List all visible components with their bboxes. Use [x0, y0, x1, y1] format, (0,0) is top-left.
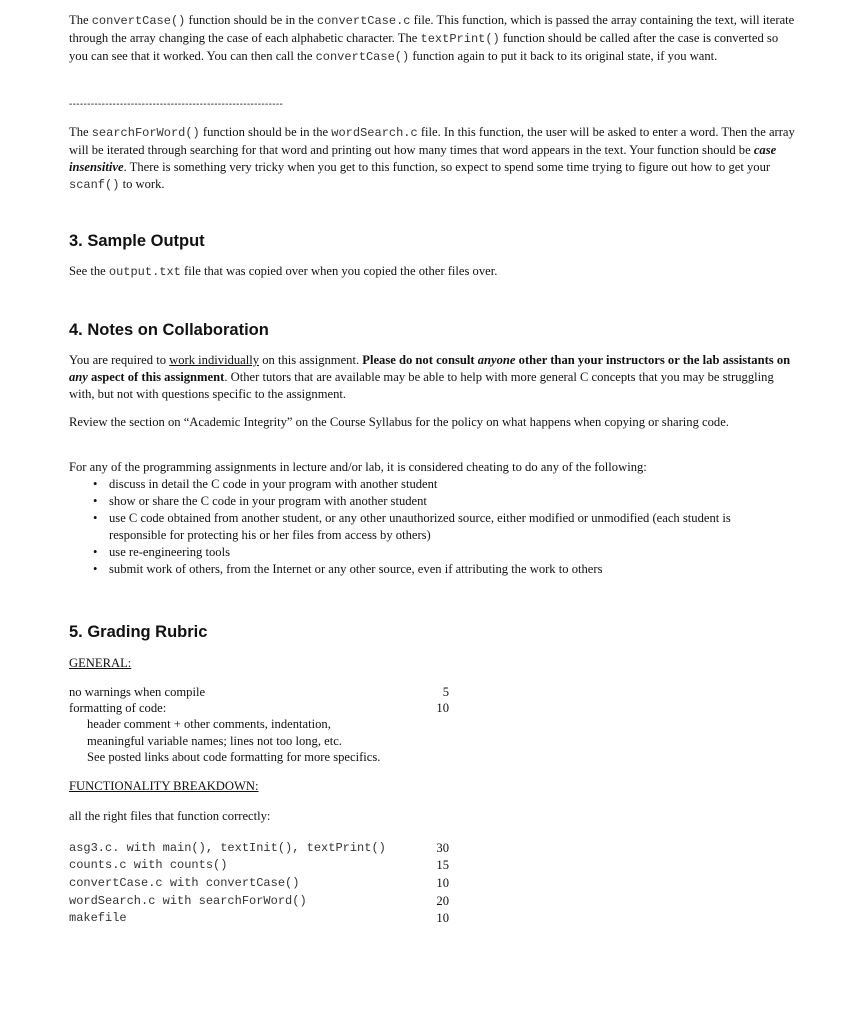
file-row-points: 10 — [436, 911, 449, 925]
text-span: file. In this function, the user will be asked to enter a word. Then the array will be iterated through searching for that word and printing out how many times that word appears in the text. Your function should be — [69, 125, 795, 157]
sample-output-paragraph — [69, 263, 799, 281]
file-row-points: 10 — [436, 876, 449, 890]
underlined-text: work individually — [169, 353, 260, 367]
code-textprint-fn: textPrint() — [420, 32, 500, 46]
file-row-label: counts.c with counts() — [69, 858, 228, 872]
formatting-note: See posted links about code formatting for more specifics. — [87, 750, 381, 764]
academic-integrity-paragraph: Review the section on “Academic Integrity” on the Course Syllabus for the policy on what happens when copying or sharing code. — [69, 415, 729, 429]
file-row-points: 20 — [436, 894, 449, 908]
text-span: . Other tutors that are available may be able to help with more general C concepts that you may be struggling with, but not with questions specific to the assignment. — [69, 370, 774, 401]
formatting-note: meaningful variable names; lines not too long, etc. — [87, 734, 342, 748]
separator-line: ----------------------------------------------------------- — [69, 99, 284, 110]
text-span: function should be in the — [199, 125, 332, 139]
rubric-row-points: 5 — [442, 685, 449, 699]
code-convertcase-fn: convertCase() — [315, 50, 410, 64]
rubric-row-label: formatting of code: — [69, 701, 167, 715]
general-label: GENERAL: — [69, 656, 132, 670]
section-3-heading: 3. Sample Output — [69, 232, 205, 250]
text-span: function again to put it back to its original state, if you want. — [409, 49, 718, 63]
text-span: You are required to — [69, 353, 170, 367]
cheating-list — [93, 476, 783, 578]
section-4-heading: 4. Notes on Collaboration — [69, 321, 269, 339]
functionality-intro: all the right files that function correctly: — [69, 809, 271, 823]
bold-italic-text: any — [69, 370, 88, 384]
convert-case-paragraph — [69, 12, 799, 66]
text-span: on this assignment. — [259, 353, 363, 367]
code-scanf-fn: scanf() — [69, 178, 120, 192]
text-span: function should be called after the case is converted so you can see that it worked. You can then call the — [69, 31, 779, 63]
text-span: function should be in the — [185, 13, 317, 27]
text-span: See the — [69, 264, 109, 278]
text-span: The — [69, 125, 92, 139]
formatting-note: header comment + other comments, indentation, — [87, 717, 331, 731]
file-row-label: asg3.c. with main(), textInit(), textPrint() — [69, 841, 386, 855]
list-item: • discuss in detail the C code in your program with another student — [93, 476, 783, 493]
text-span: file. This function, which is passed the array containing the text, will iterate through the array changing the case of each alphabetic character. The — [69, 13, 795, 45]
bold-text: aspect of this assignment — [87, 370, 225, 384]
bold-italic-text: anyone — [477, 353, 516, 367]
text-span: file that was copied over when you copied the other files over. — [180, 264, 498, 278]
text-span: The — [69, 13, 92, 27]
emphasis-text: case insensitive — [69, 143, 777, 174]
text-span: . There is something very tricky when you get to this function, so expect to spend some time trying to figure out how to get your — [123, 160, 771, 174]
file-row-points: 30 — [436, 841, 449, 855]
code-convertcase-fn: convertCase() — [91, 14, 186, 28]
section-5-heading: 5. Grading Rubric — [69, 623, 208, 641]
cheating-intro-paragraph: For any of the programming assignments in lecture and/or lab, it is considered cheating to do any of the following: — [69, 460, 647, 474]
file-row-label: convertCase.c with convertCase() — [69, 876, 300, 890]
bold-text: other than your instructors or the lab assistants on — [515, 353, 791, 367]
search-word-paragraph — [69, 124, 799, 194]
list-item: • use C code obtained from another student, or any other unauthorized source, either modified or unmodified (each student is responsible for protecting his or her files from access by others) — [93, 510, 783, 544]
file-row-label: wordSearch.c with searchForWord() — [69, 894, 307, 908]
code-wordsearch-file: wordSearch.c — [331, 126, 418, 140]
bold-text: Please do not consult — [362, 353, 478, 367]
code-searchforword-fn: searchForWord() — [91, 126, 200, 140]
list-item: • show or share the C code in your program with another student — [93, 493, 783, 510]
code-convertcase-file: convertCase.c — [316, 14, 411, 28]
collaboration-paragraph — [69, 352, 799, 403]
rubric-row-points: 10 — [436, 701, 449, 715]
list-item: • submit work of others, from the Internet or any other source, even if attributing the work to others — [93, 561, 783, 578]
functionality-label: FUNCTIONALITY BREAKDOWN: — [69, 779, 259, 793]
text-span: to work. — [119, 177, 165, 191]
code-output-file: output.txt — [108, 265, 181, 279]
list-item: • use re-engineering tools — [93, 544, 783, 561]
file-row-points: 15 — [436, 858, 449, 872]
rubric-row-label: no warnings when compile — [69, 685, 206, 699]
file-row-label: makefile — [69, 911, 127, 925]
